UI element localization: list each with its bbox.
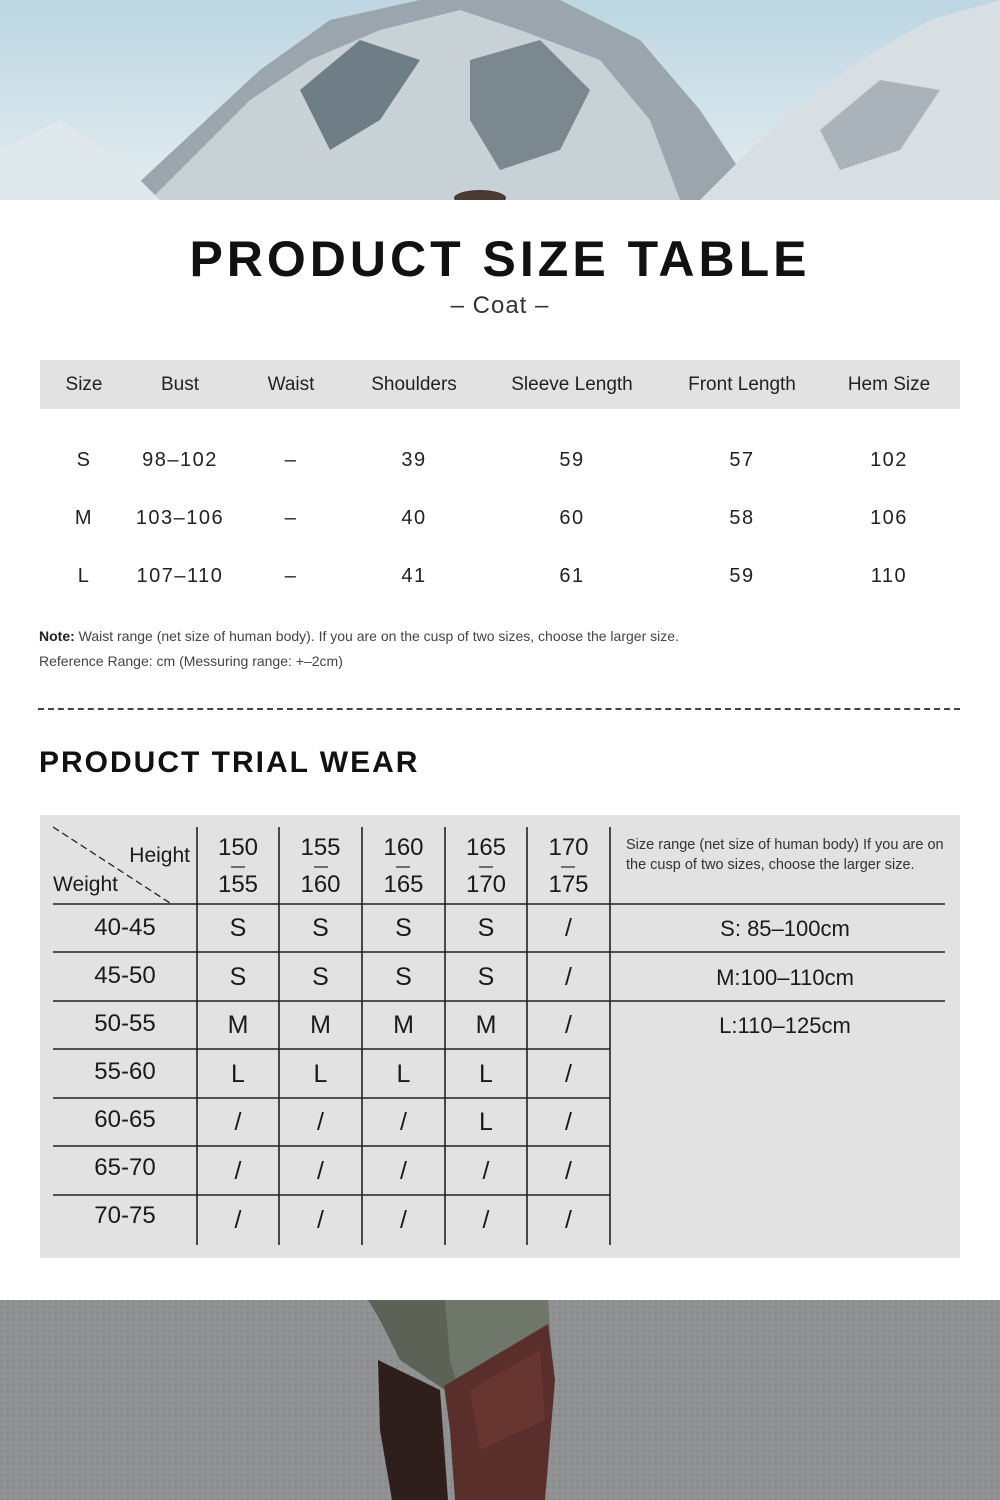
- height-top: 155: [300, 834, 341, 861]
- page-title: PRODUCT SIZE TABLE: [189, 231, 811, 287]
- table-cell: 103–106: [135, 506, 225, 529]
- note-reference-range: Reference Range: cm (Messuring range: +–2cm): [39, 653, 343, 669]
- height-header: [197, 829, 279, 903]
- table-cell: 60: [559, 506, 585, 529]
- size-cell: M: [475, 1011, 497, 1039]
- note-text: Waist range (net size of human body). If you are on the cusp of two sizes, choose the larger size.: [74, 628, 679, 644]
- size-cell: /: [234, 1206, 242, 1234]
- size-table-header: [40, 360, 960, 409]
- column-header: Hem Size: [847, 373, 931, 395]
- weight-label: 55-60: [94, 1058, 156, 1085]
- size-cell: /: [400, 1108, 407, 1136]
- size-cell: S: [395, 962, 412, 991]
- table-cell: 40: [401, 506, 427, 529]
- size-cell: M: [310, 1011, 331, 1039]
- column-header: Shoulders: [371, 373, 457, 395]
- height-bottom: 170: [465, 871, 507, 898]
- size-cell: /: [565, 962, 572, 991]
- weight-label: 60-65: [94, 1106, 156, 1133]
- size-cell: /: [234, 1156, 242, 1185]
- size-cell: S: [477, 962, 495, 991]
- size-cell: /: [317, 1156, 324, 1185]
- size-range-m: M:100–110cm: [716, 965, 854, 990]
- table-cell: 61: [559, 564, 585, 587]
- size-cell: /: [565, 1108, 572, 1136]
- size-cell: /: [565, 914, 572, 942]
- size-cell: S: [229, 962, 247, 991]
- height-top: 165: [465, 834, 507, 861]
- column-header: Sleeve Length: [511, 373, 633, 395]
- bottom-photo-boots: [0, 1300, 1000, 1500]
- size-cell: L: [479, 1059, 493, 1088]
- height-bottom: 160: [300, 871, 341, 898]
- weight-label: 45-50: [94, 962, 156, 989]
- size-cell: S: [229, 914, 247, 942]
- height-top: 150: [217, 834, 259, 861]
- size-cell: /: [565, 1011, 572, 1039]
- table-row: [40, 489, 960, 547]
- size-cell: /: [482, 1156, 490, 1185]
- table-cell: –: [284, 564, 298, 587]
- table-cell: L: [77, 564, 91, 587]
- column-header: Waist: [267, 373, 315, 395]
- column-header: Front Length: [688, 373, 796, 395]
- size-cell: S: [477, 914, 495, 942]
- size-cell: L: [396, 1059, 411, 1088]
- height-header: [527, 829, 610, 903]
- size-range-l: L:110–125cm: [719, 1013, 851, 1038]
- table-cell: –: [284, 448, 298, 471]
- height-top: 160: [383, 834, 424, 861]
- table-cell: 39: [401, 448, 427, 471]
- size-cell: /: [400, 1206, 407, 1234]
- table-cell: M: [74, 506, 94, 529]
- size-cell: /: [482, 1206, 490, 1234]
- table-cell: 41: [401, 564, 427, 587]
- corner-height-label: Height: [129, 844, 190, 867]
- size-cell: S: [312, 962, 329, 991]
- table-row: [40, 431, 960, 489]
- size-chart-card: [0, 200, 1000, 1300]
- column-header: Size: [65, 373, 103, 395]
- note-label: Note:: [39, 628, 75, 644]
- size-cell: /: [317, 1206, 324, 1234]
- table-row: [40, 547, 960, 605]
- dashed-divider: [38, 708, 960, 710]
- top-photo-mountain: [0, 0, 1000, 200]
- table-cell: 98–102: [142, 448, 218, 471]
- table-cell: 59: [559, 448, 585, 471]
- size-cell: /: [234, 1108, 242, 1136]
- size-range-note: Size range (net size of human body) If you are on the cusp of two sizes, choose the larger size.: [626, 837, 944, 873]
- size-cell: L: [313, 1059, 328, 1088]
- size-cell: M: [393, 1011, 414, 1039]
- size-cell: M: [227, 1011, 249, 1039]
- table-cell: S: [76, 448, 92, 471]
- table-cell: 59: [729, 564, 755, 587]
- size-cell: /: [400, 1156, 407, 1185]
- size-cell: /: [565, 1206, 572, 1234]
- weight-label: 40-45: [94, 914, 156, 941]
- height-bottom: 175: [548, 871, 589, 898]
- height-header: [279, 829, 362, 903]
- table-cell: 107–110: [136, 564, 224, 587]
- table-cell: 110: [870, 564, 908, 587]
- size-cell: /: [565, 1156, 572, 1185]
- height-top: 170: [548, 834, 589, 861]
- table-cell: 102: [870, 448, 908, 471]
- table-cell: 58: [729, 506, 755, 529]
- size-cell: /: [565, 1059, 572, 1088]
- trial-wear-table: [40, 815, 960, 1258]
- size-table: [40, 360, 960, 605]
- table-cell: 106: [870, 506, 908, 529]
- height-bottom: 165: [383, 871, 424, 898]
- corner-weight-label: Weight: [53, 873, 118, 896]
- weight-label: 70-75: [94, 1202, 156, 1229]
- size-cell: S: [312, 914, 329, 942]
- size-cell: S: [395, 914, 412, 942]
- column-header: Bust: [160, 373, 200, 395]
- size-cell: L: [479, 1108, 493, 1136]
- height-header: [445, 829, 527, 903]
- size-note: [39, 624, 679, 674]
- weight-label: 65-70: [94, 1154, 156, 1181]
- size-cell: /: [317, 1108, 324, 1136]
- table-cell: 57: [729, 448, 755, 471]
- table-cell: –: [284, 506, 298, 529]
- size-cell: L: [231, 1059, 245, 1088]
- size-range-s: S: 85–100cm: [720, 916, 850, 941]
- page-subtitle: – Coat –: [450, 292, 550, 319]
- height-bottom: 155: [217, 871, 259, 898]
- weight-label: 50-55: [94, 1010, 156, 1037]
- trial-wear-title: PRODUCT TRIAL WEAR: [39, 746, 420, 779]
- height-header: [362, 829, 445, 903]
